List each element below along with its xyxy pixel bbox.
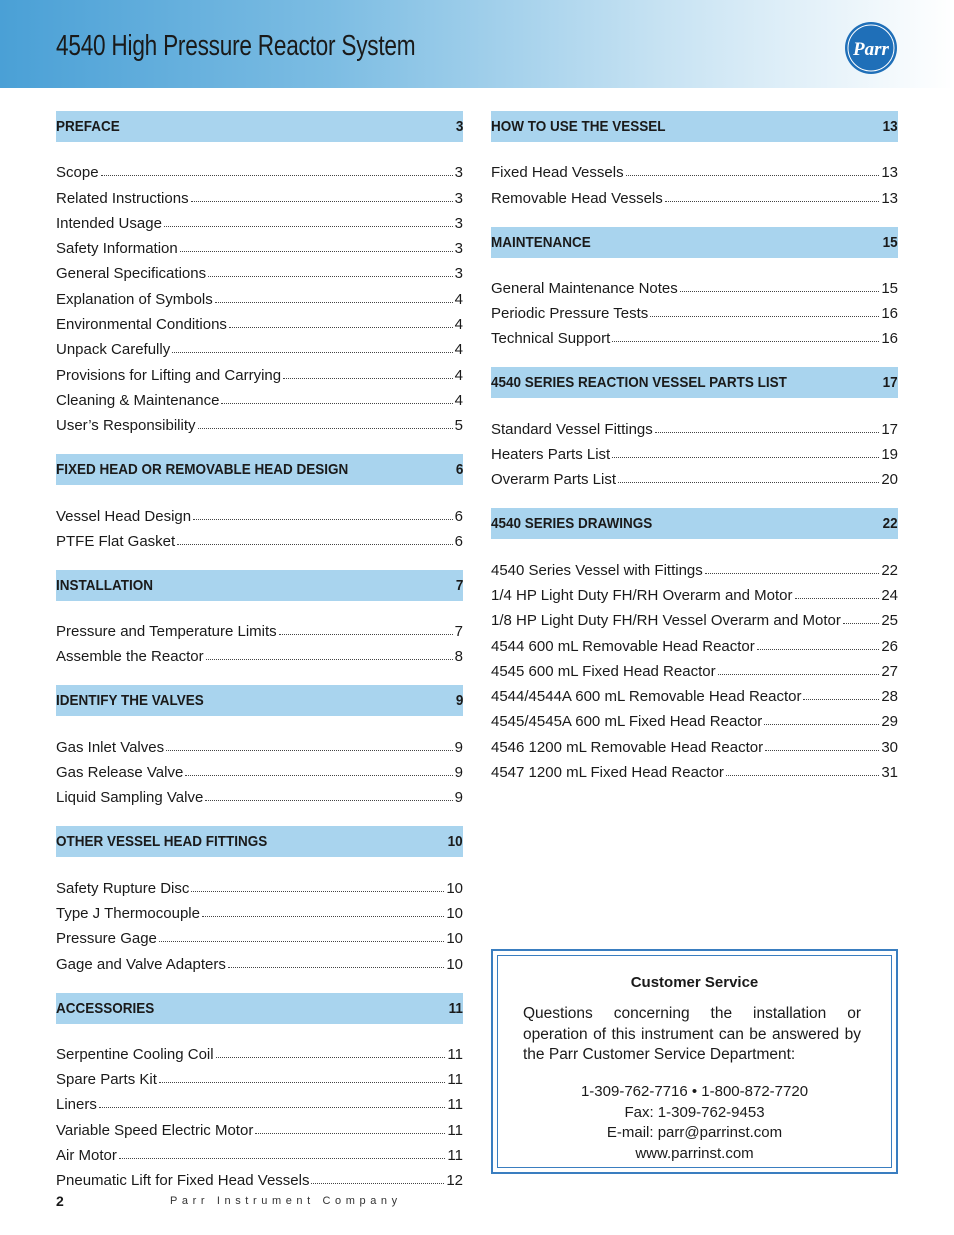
toc-entry[interactable] — [56, 232, 463, 257]
entry-page-number: 12 — [446, 1172, 463, 1190]
section-header[interactable] — [491, 227, 898, 258]
dot-leader — [311, 1182, 444, 1184]
toc-entry[interactable] — [56, 871, 463, 896]
entry-page-number: 10 — [446, 904, 463, 922]
toc-entry[interactable] — [491, 705, 898, 730]
entry-page-number: 27 — [881, 662, 898, 680]
entry-page-number: 16 — [881, 330, 898, 348]
entry-page-number: 4 — [454, 341, 463, 359]
entry-title: Vessel Head Design — [56, 507, 192, 525]
dot-leader — [101, 174, 453, 176]
entry-title: 1/4 HP Light Duty FH/RH Overarm and Motor — [491, 586, 793, 604]
dot-leader — [283, 377, 453, 379]
toc-section — [56, 570, 463, 666]
dot-leader — [177, 543, 452, 545]
toc-right-column — [491, 111, 898, 801]
toc-entry[interactable] — [56, 1063, 463, 1088]
dot-leader — [650, 315, 879, 317]
dot-leader — [172, 351, 452, 353]
toc-entry[interactable] — [56, 615, 463, 640]
dot-leader — [216, 1056, 446, 1058]
section-title: OTHER VESSEL HEAD FITTINGS — [56, 833, 268, 851]
toc-entry[interactable] — [491, 412, 898, 437]
dot-leader — [198, 427, 453, 429]
entry-title: 4544 600 mL Removable Head Reactor — [491, 637, 755, 655]
toc-entry[interactable] — [491, 181, 898, 206]
entry-page-number: 3 — [454, 240, 463, 258]
section-header[interactable] — [491, 111, 898, 142]
dot-leader — [159, 940, 444, 942]
dot-leader — [843, 622, 879, 624]
entry-page-number: 11 — [447, 1096, 463, 1114]
section-page-number: 22 — [882, 515, 898, 533]
entry-title: User’s Responsibility — [56, 417, 196, 435]
section-title: 4540 SERIES REACTION VESSEL PARTS LIST — [491, 374, 787, 392]
dot-leader — [119, 1157, 446, 1159]
entry-page-number: 9 — [454, 738, 463, 756]
toc-entry[interactable] — [491, 297, 898, 322]
dot-leader — [206, 658, 453, 660]
entry-title: Heaters Parts List — [491, 446, 611, 464]
entry-title: Overarm Parts List — [491, 471, 617, 489]
toc-entry[interactable] — [56, 730, 463, 755]
section-title: PREFACE — [56, 118, 120, 135]
dot-leader — [228, 966, 444, 968]
dot-leader — [279, 633, 453, 635]
section-header[interactable] — [56, 454, 463, 485]
entry-title: 4545/4545A 600 mL Fixed Head Reactor — [491, 713, 763, 731]
dot-leader — [164, 225, 453, 227]
toc-entry[interactable] — [491, 629, 898, 654]
entry-title: Variable Speed Electric Motor — [56, 1121, 254, 1139]
entry-page-number: 11 — [447, 1045, 463, 1063]
entry-page-number: 4 — [454, 290, 463, 308]
entry-page-number: 5 — [454, 417, 463, 435]
phone-numbers: 1-309-762-7716 • 1-800-872-7720 — [580, 1083, 809, 1100]
entry-title: General Specifications — [56, 265, 207, 283]
dot-leader — [726, 774, 879, 776]
toc-entry[interactable] — [56, 1164, 463, 1189]
dot-leader — [764, 723, 879, 725]
entry-title: Unpack Carefully — [56, 341, 171, 359]
toc-entry[interactable] — [56, 358, 463, 383]
toc-entry[interactable] — [491, 553, 898, 578]
dot-leader — [221, 402, 452, 404]
dot-leader — [757, 648, 880, 650]
toc-entry[interactable] — [56, 409, 463, 434]
entry-page-number: 11 — [447, 1147, 463, 1165]
entry-page-number: 3 — [454, 265, 463, 283]
section-header[interactable] — [491, 508, 898, 539]
toc-section — [56, 685, 463, 806]
entry-title: Standard Vessel Fittings — [491, 420, 653, 438]
dot-leader — [191, 890, 444, 892]
entry-title: Environmental Conditions — [56, 316, 227, 334]
entry-title: Serpentine Cooling Coil — [56, 1045, 214, 1063]
entry-title: 4547 1200 mL Fixed Head Reactor — [491, 764, 724, 782]
toc-entry[interactable] — [56, 1113, 463, 1138]
entry-page-number: 28 — [881, 688, 898, 706]
section-title: ACCESSORIES — [56, 999, 155, 1017]
entry-page-number: 8 — [454, 648, 463, 666]
entry-page-number: 25 — [881, 612, 898, 630]
page-title: 4540 High Pressure Reactor System — [56, 30, 416, 62]
entry-page-number: 19 — [881, 446, 898, 464]
toc-entry[interactable] — [491, 463, 898, 488]
page-header — [0, 0, 954, 88]
section-page-number: 9 — [455, 692, 463, 710]
dot-leader — [99, 1106, 446, 1108]
email-address[interactable]: E-mail: parr@parrinst.com — [606, 1124, 783, 1141]
entry-title: Explanation of Symbols — [56, 290, 213, 308]
toc-entry[interactable] — [56, 333, 463, 358]
dot-leader — [765, 749, 879, 751]
toc-section — [491, 508, 898, 781]
toc-section — [56, 993, 463, 1190]
section-page-number: 6 — [455, 461, 463, 479]
entry-page-number: 13 — [881, 164, 898, 182]
toc-entry[interactable] — [491, 322, 898, 347]
dot-leader — [185, 774, 452, 776]
entry-title: Liquid Sampling Valve — [56, 789, 204, 807]
entry-page-number: 6 — [454, 507, 463, 525]
entry-page-number: 30 — [881, 738, 898, 756]
toc-section — [491, 227, 898, 348]
section-page-number: 13 — [882, 118, 898, 135]
dot-leader — [795, 597, 880, 599]
entry-title: General Maintenance Notes — [491, 279, 678, 297]
dot-leader — [626, 174, 880, 176]
toc-entry[interactable] — [56, 156, 463, 181]
section-header[interactable] — [56, 826, 463, 857]
customer-service-body: Questions concerning the installation or operation of this instrument can be answered by the Parr Customer Service Department: — [523, 1005, 861, 1063]
toc-entry[interactable] — [56, 897, 463, 922]
entry-title: Cleaning & Maintenance — [56, 391, 220, 409]
toc-entry[interactable] — [491, 438, 898, 463]
section-header[interactable] — [56, 111, 463, 142]
toc-entry[interactable] — [56, 525, 463, 550]
entry-title: Pneumatic Lift for Fixed Head Vessels — [56, 1172, 310, 1190]
section-page-number: 7 — [455, 576, 463, 594]
toc-entry[interactable] — [56, 282, 463, 307]
entry-title: 4540 Series Vessel with Fittings — [491, 561, 703, 579]
entry-page-number: 24 — [881, 586, 898, 604]
entry-title: Related Instructions — [56, 189, 189, 207]
section-header[interactable] — [56, 993, 463, 1024]
section-title: 4540 SERIES DRAWINGS — [491, 515, 653, 533]
toc-entry[interactable] — [491, 156, 898, 181]
dot-leader — [215, 301, 453, 303]
entry-title: Safety Information — [56, 240, 178, 258]
entry-title: Assemble the Reactor — [56, 648, 204, 666]
website-link[interactable]: www.parrinst.com — [635, 1144, 754, 1162]
entry-title: 4544/4544A 600 mL Removable Head Reactor — [491, 688, 802, 706]
entry-title: Pressure and Temperature Limits — [56, 623, 277, 641]
toc-entry[interactable] — [56, 207, 463, 232]
dot-leader — [229, 326, 453, 328]
parr-logo — [843, 20, 899, 76]
entry-page-number: 22 — [881, 561, 898, 579]
entry-page-number: 13 — [881, 189, 898, 207]
entry-page-number: 3 — [454, 214, 463, 232]
entry-page-number: 10 — [446, 930, 463, 948]
entry-title: Air Motor — [56, 1147, 117, 1165]
dot-leader — [255, 1132, 445, 1134]
section-page-number: 11 — [448, 999, 463, 1017]
entry-title: Type J Thermocouple — [56, 904, 200, 922]
dot-leader — [803, 698, 879, 700]
entry-page-number: 26 — [881, 637, 898, 655]
section-title: MAINTENANCE — [491, 233, 591, 251]
toc-entry[interactable] — [56, 756, 463, 781]
dot-leader — [180, 250, 453, 252]
section-title: IDENTIFY THE VALVES — [56, 692, 204, 710]
entry-title: Gas Release Valve — [56, 764, 184, 782]
dot-leader — [665, 200, 880, 202]
entry-title: Spare Parts Kit — [56, 1071, 157, 1089]
section-page-number: 3 — [455, 118, 463, 135]
toc-entry[interactable] — [56, 181, 463, 206]
entry-page-number: 3 — [454, 189, 463, 207]
toc-entry[interactable] — [491, 680, 898, 705]
customer-service-inner-border — [497, 955, 892, 1168]
entry-title: Pressure Gage — [56, 930, 157, 948]
section-title: INSTALLATION — [56, 576, 153, 594]
logo-text: Parr — [853, 39, 889, 60]
dot-leader — [618, 481, 879, 483]
toc-entry[interactable] — [56, 781, 463, 806]
toc-section — [56, 454, 463, 550]
dot-leader — [205, 799, 452, 801]
entry-page-number: 10 — [446, 955, 463, 973]
toc-left-column — [56, 111, 463, 1209]
entry-title: Fixed Head Vessels — [491, 164, 624, 182]
entry-page-number: 29 — [881, 713, 898, 731]
toc-section — [491, 367, 898, 488]
toc-entry[interactable] — [56, 1139, 463, 1164]
entry-page-number: 4 — [454, 366, 463, 384]
toc-entry[interactable] — [491, 579, 898, 604]
entry-title: Gage and Valve Adapters — [56, 955, 226, 973]
entry-title: PTFE Flat Gasket — [56, 532, 176, 550]
entry-page-number: 6 — [454, 532, 463, 550]
section-header[interactable] — [56, 570, 463, 601]
dot-leader — [166, 749, 453, 751]
entry-title: Gas Inlet Valves — [56, 738, 165, 756]
section-page-number: 10 — [447, 833, 463, 851]
entry-title: Intended Usage — [56, 214, 162, 232]
entry-title: Safety Rupture Disc — [56, 879, 190, 897]
section-page-number: 15 — [882, 233, 898, 251]
toc-entry[interactable] — [56, 384, 463, 409]
entry-page-number: 9 — [454, 764, 463, 782]
toc-entry[interactable] — [56, 922, 463, 947]
entry-page-number: 17 — [881, 420, 898, 438]
entry-page-number: 7 — [454, 623, 463, 641]
entry-title: Liners — [56, 1096, 97, 1114]
dot-leader — [208, 275, 453, 277]
toc-entry[interactable] — [56, 257, 463, 282]
toc-entry[interactable] — [56, 499, 463, 524]
toc-entry[interactable] — [491, 604, 898, 629]
dot-leader — [718, 673, 880, 675]
entry-page-number: 15 — [881, 279, 898, 297]
toc-entry[interactable] — [491, 756, 898, 781]
entry-title: 1/8 HP Light Duty FH/RH Vessel Overarm and Motor — [491, 612, 841, 630]
section-page-number: 17 — [882, 374, 898, 392]
entry-page-number: 9 — [454, 789, 463, 807]
dot-leader — [612, 340, 879, 342]
toc-entry[interactable] — [491, 272, 898, 297]
dot-leader — [159, 1081, 446, 1083]
toc-entry[interactable] — [491, 655, 898, 680]
dot-leader — [193, 518, 453, 520]
entry-title: 4546 1200 mL Removable Head Reactor — [491, 738, 764, 756]
dot-leader — [705, 572, 880, 574]
fax-number: Fax: 1-309-762-9453 — [624, 1103, 765, 1121]
entry-page-number: 11 — [447, 1071, 463, 1089]
entry-title: Scope — [56, 164, 99, 182]
toc-section — [56, 111, 463, 434]
entry-page-number: 3 — [454, 164, 463, 182]
toc-section — [491, 111, 898, 207]
entry-title: Periodic Pressure Tests — [491, 305, 649, 323]
toc-entry[interactable] — [491, 730, 898, 755]
dot-leader — [191, 200, 453, 202]
section-title: FIXED HEAD OR REMOVABLE HEAD DESIGN — [56, 461, 349, 479]
entry-title: 4545 600 mL Fixed Head Reactor — [491, 662, 716, 680]
customer-service-contact — [498, 1082, 891, 1164]
entry-page-number: 10 — [446, 879, 463, 897]
toc-entry[interactable] — [56, 640, 463, 665]
dot-leader — [202, 915, 444, 917]
entry-title: Provisions for Lifting and Carrying — [56, 366, 282, 384]
toc-entry[interactable] — [56, 1038, 463, 1063]
section-header[interactable] — [56, 685, 463, 716]
entry-page-number: 20 — [881, 471, 898, 489]
customer-service-title: Customer Service — [630, 974, 759, 991]
dot-leader — [612, 456, 879, 458]
toc-entry[interactable] — [56, 308, 463, 333]
dot-leader — [680, 290, 880, 292]
entry-title: Technical Support — [491, 330, 611, 348]
entry-page-number: 31 — [881, 764, 898, 782]
entry-page-number: 16 — [881, 305, 898, 323]
footer-page-number: 2 — [56, 1193, 64, 1209]
toc-entry[interactable] — [56, 1088, 463, 1113]
toc-entry[interactable] — [56, 947, 463, 972]
entry-page-number: 4 — [454, 391, 463, 409]
section-title: HOW TO USE THE VESSEL — [491, 118, 666, 135]
footer-company-name: Parr Instrument Company — [170, 1195, 402, 1207]
entry-title: Removable Head Vessels — [491, 189, 663, 207]
customer-service-box — [491, 949, 898, 1174]
section-header[interactable] — [491, 367, 898, 398]
toc-section — [56, 826, 463, 972]
dot-leader — [655, 431, 880, 433]
entry-page-number: 11 — [447, 1121, 463, 1139]
entry-page-number: 4 — [454, 316, 463, 334]
